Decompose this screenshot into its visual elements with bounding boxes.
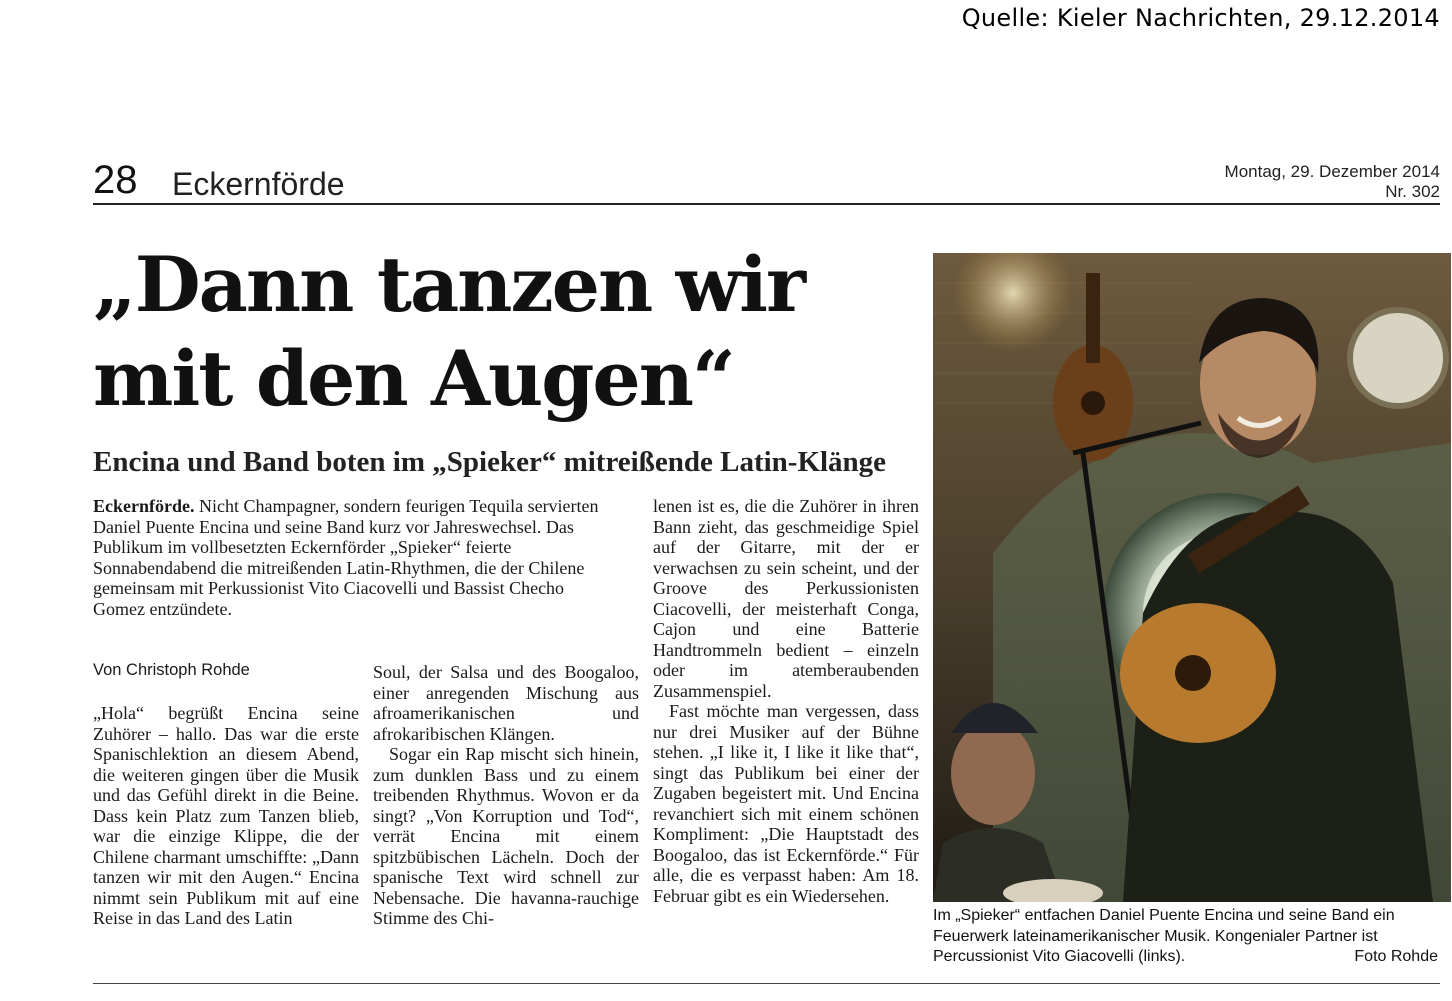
issue-dateline [1225, 162, 1440, 202]
headline-line-2: mit den Augen“ [93, 334, 734, 423]
body-paragraph: Sogar ein Rap mischt sich hinein, zum dunklen Bass und zu einem treibenden Rhythmus. Wovon er da singt? „Von Korruption und Tod“, verrät Encina mit einem spitzbübischen Lächeln. Doch der spanische Text wird schnell zur Nebensache. Die havanna-rauchige Stimme des Chi- [373, 744, 639, 928]
photo-credit: Foto Rohde [1354, 948, 1438, 965]
lead-text: Nicht Champagner, sondern feurigen Tequila servierten Daniel Puente Encina und seine Band kurz vor Jahreswechsel. Das Publikum im vollbesetzten Eckernförder „Spieker“ feierte Sonnabendabend die mitreißenden Latin-Rhythmen, die der Chilene gemeinsam mit Perkussionist Vito Ciacovelli und Bassist Checho Gomez entzündete. [93, 496, 599, 619]
headline [93, 238, 923, 426]
issue-date: Montag, 29. Dezember 2014 [1224, 162, 1440, 181]
body-paragraph: lenen ist es, die die Zuhörer in ihren Bann zieht, das geschmeidige Spiel auf der Gitarre, mit der er verwachsen zu sein scheint, und der Groove des Perkussionisten Ciacovelli, der meisterhaft Conga, Cajon und eine Batterie Handtrommeln bedient – einzeln oder im atemberaubenden Zusammenspiel. [653, 496, 919, 701]
body-paragraph: „Hola“ begrüßt Encina seine Zuhörer – hallo. Das war die erste Spanischlektion an diesem Abend, die weiteren gingen über die Musik und das Gefühl direkt in die Beine. Dass kein Platz zum Tanzen blieb, war die einzige Klippe, die der Chilene charmant umschiffte: „Dann tanzen wir mit den Augen.“ Encina nimmt sein Publikum mit auf eine Reise in das Land des Latin [93, 703, 359, 928]
footer-rule [93, 983, 1440, 984]
caption-text: Im „Spieker“ entfachen Daniel Puente Encina und seine Band ein Feuerwerk lateinamerikanischer Musik. Kongenialer Partner ist Percussionist Vito Giacovelli (links). [933, 907, 1395, 965]
section-title: Eckernförde [172, 166, 345, 202]
issue-number: Nr. 302 [1385, 182, 1440, 201]
body-paragraph: Fast möchte man vergessen, dass nur drei Musiker auf der Bühne stehen. „I like it, I like it like that“, singt das Publikum bei einer der Zugaben begeistert mit. Und Encina revanchiert sich mit einem schönen Kompliment: „Die Hauptstadt des Boogaloo, das ist Eckernförde.“ Für alle, die es verpasst haben: Am 18. Februar gibt es ein Wiedersehen. [653, 701, 919, 906]
concert-photo-illustration [933, 253, 1451, 902]
header-rule [93, 203, 1440, 205]
page-number: 28 [93, 158, 138, 202]
lead-paragraph [93, 496, 615, 619]
concert-photo [933, 253, 1451, 902]
body-column-2 [373, 662, 639, 929]
body-column-1 [93, 703, 359, 929]
subheadline: Encina und Band boten im „Spieker“ mitreißende Latin-Klänge [93, 446, 887, 478]
byline: Von Christoph Rohde [93, 661, 250, 679]
photo-caption [933, 906, 1438, 968]
lead-dateline: Eckernförde. [93, 496, 195, 516]
body-paragraph: Soul, der Salsa und des Boogaloo, einer anregenden Mischung aus afroamerikanischen und afrokaribischen Klängen. [373, 662, 639, 744]
source-note: Quelle: Kieler Nachrichten, 29.12.2014 [961, 4, 1440, 32]
body-column-3 [653, 496, 919, 906]
headline-line-1: „Dann tanzen wir [93, 240, 805, 329]
